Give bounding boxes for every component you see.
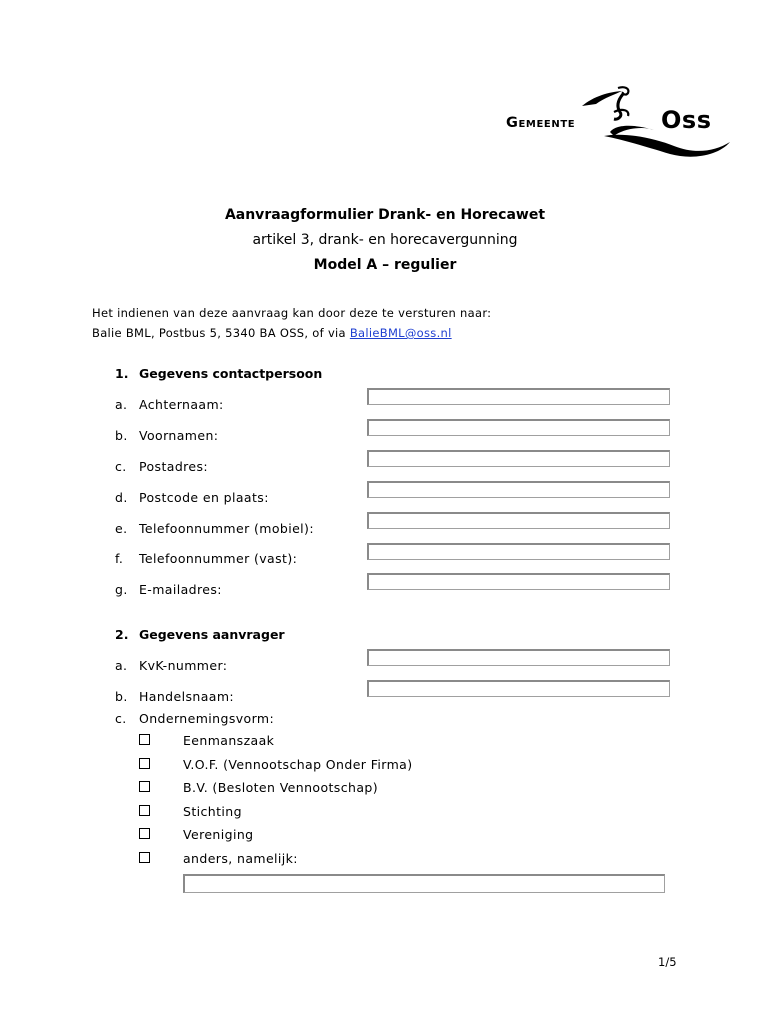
field-label: Achternaam:: [139, 397, 224, 412]
option-label: Vereniging: [183, 827, 254, 842]
field-label: Telefoonnummer (vast):: [139, 551, 298, 566]
field-letter: c.: [115, 711, 127, 726]
option-label: Stichting: [183, 804, 242, 819]
telefoon-mobiel-input[interactable]: [367, 512, 670, 529]
kvk-nummer-input[interactable]: [367, 649, 670, 666]
postcode-plaats-input[interactable]: [367, 481, 670, 498]
field-label: Handelsnaam:: [139, 689, 235, 704]
option-label: B.V. (Besloten Vennootschap): [183, 780, 378, 795]
field-label-telefoon-vast: [115, 551, 297, 566]
field-label-achternaam: [115, 397, 224, 412]
logo-word-oss: Oss: [661, 106, 712, 134]
intro-address: Balie BML, Postbus 5, 5340 BA OSS, of via: [92, 326, 350, 340]
anders-namelijk-input[interactable]: [183, 874, 665, 893]
field-letter: b.: [115, 428, 128, 443]
form-subtitle: artikel 3, drank- en horecavergunning: [252, 232, 518, 248]
field-label-postcode-plaats: [115, 490, 269, 505]
option-bv[interactable]: [139, 780, 378, 795]
intro-line-2: [92, 326, 452, 340]
option-label: V.O.F. (Vennootschap Onder Firma): [183, 757, 413, 772]
field-label: Postcode en plaats:: [139, 490, 269, 505]
field-label-handelsnaam: [115, 689, 234, 704]
section-title: Gegevens aanvrager: [139, 627, 285, 642]
emailadres-input[interactable]: [367, 573, 670, 590]
telefoon-vast-input[interactable]: [367, 543, 670, 560]
intro-line-1: Het indienen van deze aanvraag kan door deze te versturen naar:: [92, 306, 492, 320]
checkbox-anders[interactable]: [139, 852, 150, 863]
field-label-voornamen: [115, 428, 218, 443]
option-label: Eenmanszaak: [183, 733, 275, 748]
option-vof[interactable]: [139, 757, 413, 772]
field-letter: a.: [115, 397, 128, 412]
field-letter: e.: [115, 521, 128, 536]
achternaam-input[interactable]: [367, 388, 670, 405]
field-label-postadres: [115, 459, 208, 474]
logo-word-gemeente: Gemeente: [506, 115, 576, 131]
page-number: 1/5: [658, 955, 677, 969]
field-label: KvK-nummer:: [139, 658, 228, 673]
field-letter: f.: [115, 551, 124, 566]
form-model: Model A – regulier: [313, 257, 457, 273]
option-eenmanszaak[interactable]: [139, 733, 274, 748]
checkbox-bv[interactable]: [139, 781, 150, 792]
field-letter: d.: [115, 490, 128, 505]
field-label: Postadres:: [139, 459, 209, 474]
voornamen-input[interactable]: [367, 419, 670, 436]
option-anders[interactable]: [139, 851, 298, 866]
field-letter: a.: [115, 658, 128, 673]
option-vereniging[interactable]: [139, 827, 254, 842]
municipality-logo: [504, 86, 734, 158]
option-label: anders, namelijk:: [183, 851, 298, 866]
section-2-heading: [115, 627, 285, 642]
field-label: E-mailadres:: [139, 582, 222, 597]
checkbox-vof[interactable]: [139, 758, 150, 769]
postadres-input[interactable]: [367, 450, 670, 467]
field-label-telefoon-mobiel: [115, 521, 314, 536]
field-label-emailadres: [115, 582, 222, 597]
checkbox-eenmanszaak[interactable]: [139, 734, 150, 745]
checkbox-stichting[interactable]: [139, 805, 150, 816]
field-label-ondernemingsvorm: [115, 711, 274, 726]
field-letter: g.: [115, 582, 128, 597]
field-label: Voornamen:: [139, 428, 219, 443]
handelsnaam-input[interactable]: [367, 680, 670, 697]
section-number: 1.: [115, 366, 129, 381]
email-link[interactable]: BalieBML@oss.nl: [349, 326, 452, 340]
field-label: Telefoonnummer (mobiel):: [139, 521, 314, 536]
field-label: Ondernemingsvorm:: [139, 711, 275, 726]
field-letter: b.: [115, 689, 128, 704]
section-number: 2.: [115, 627, 129, 642]
option-stichting[interactable]: [139, 804, 242, 819]
form-title: Aanvraagformulier Drank- en Horecawet: [224, 207, 546, 223]
field-label-kvk-nummer: [115, 658, 227, 673]
checkbox-vereniging[interactable]: [139, 828, 150, 839]
field-letter: c.: [115, 459, 127, 474]
section-title: Gegevens contactpersoon: [139, 366, 323, 381]
section-1-heading: [115, 366, 322, 381]
